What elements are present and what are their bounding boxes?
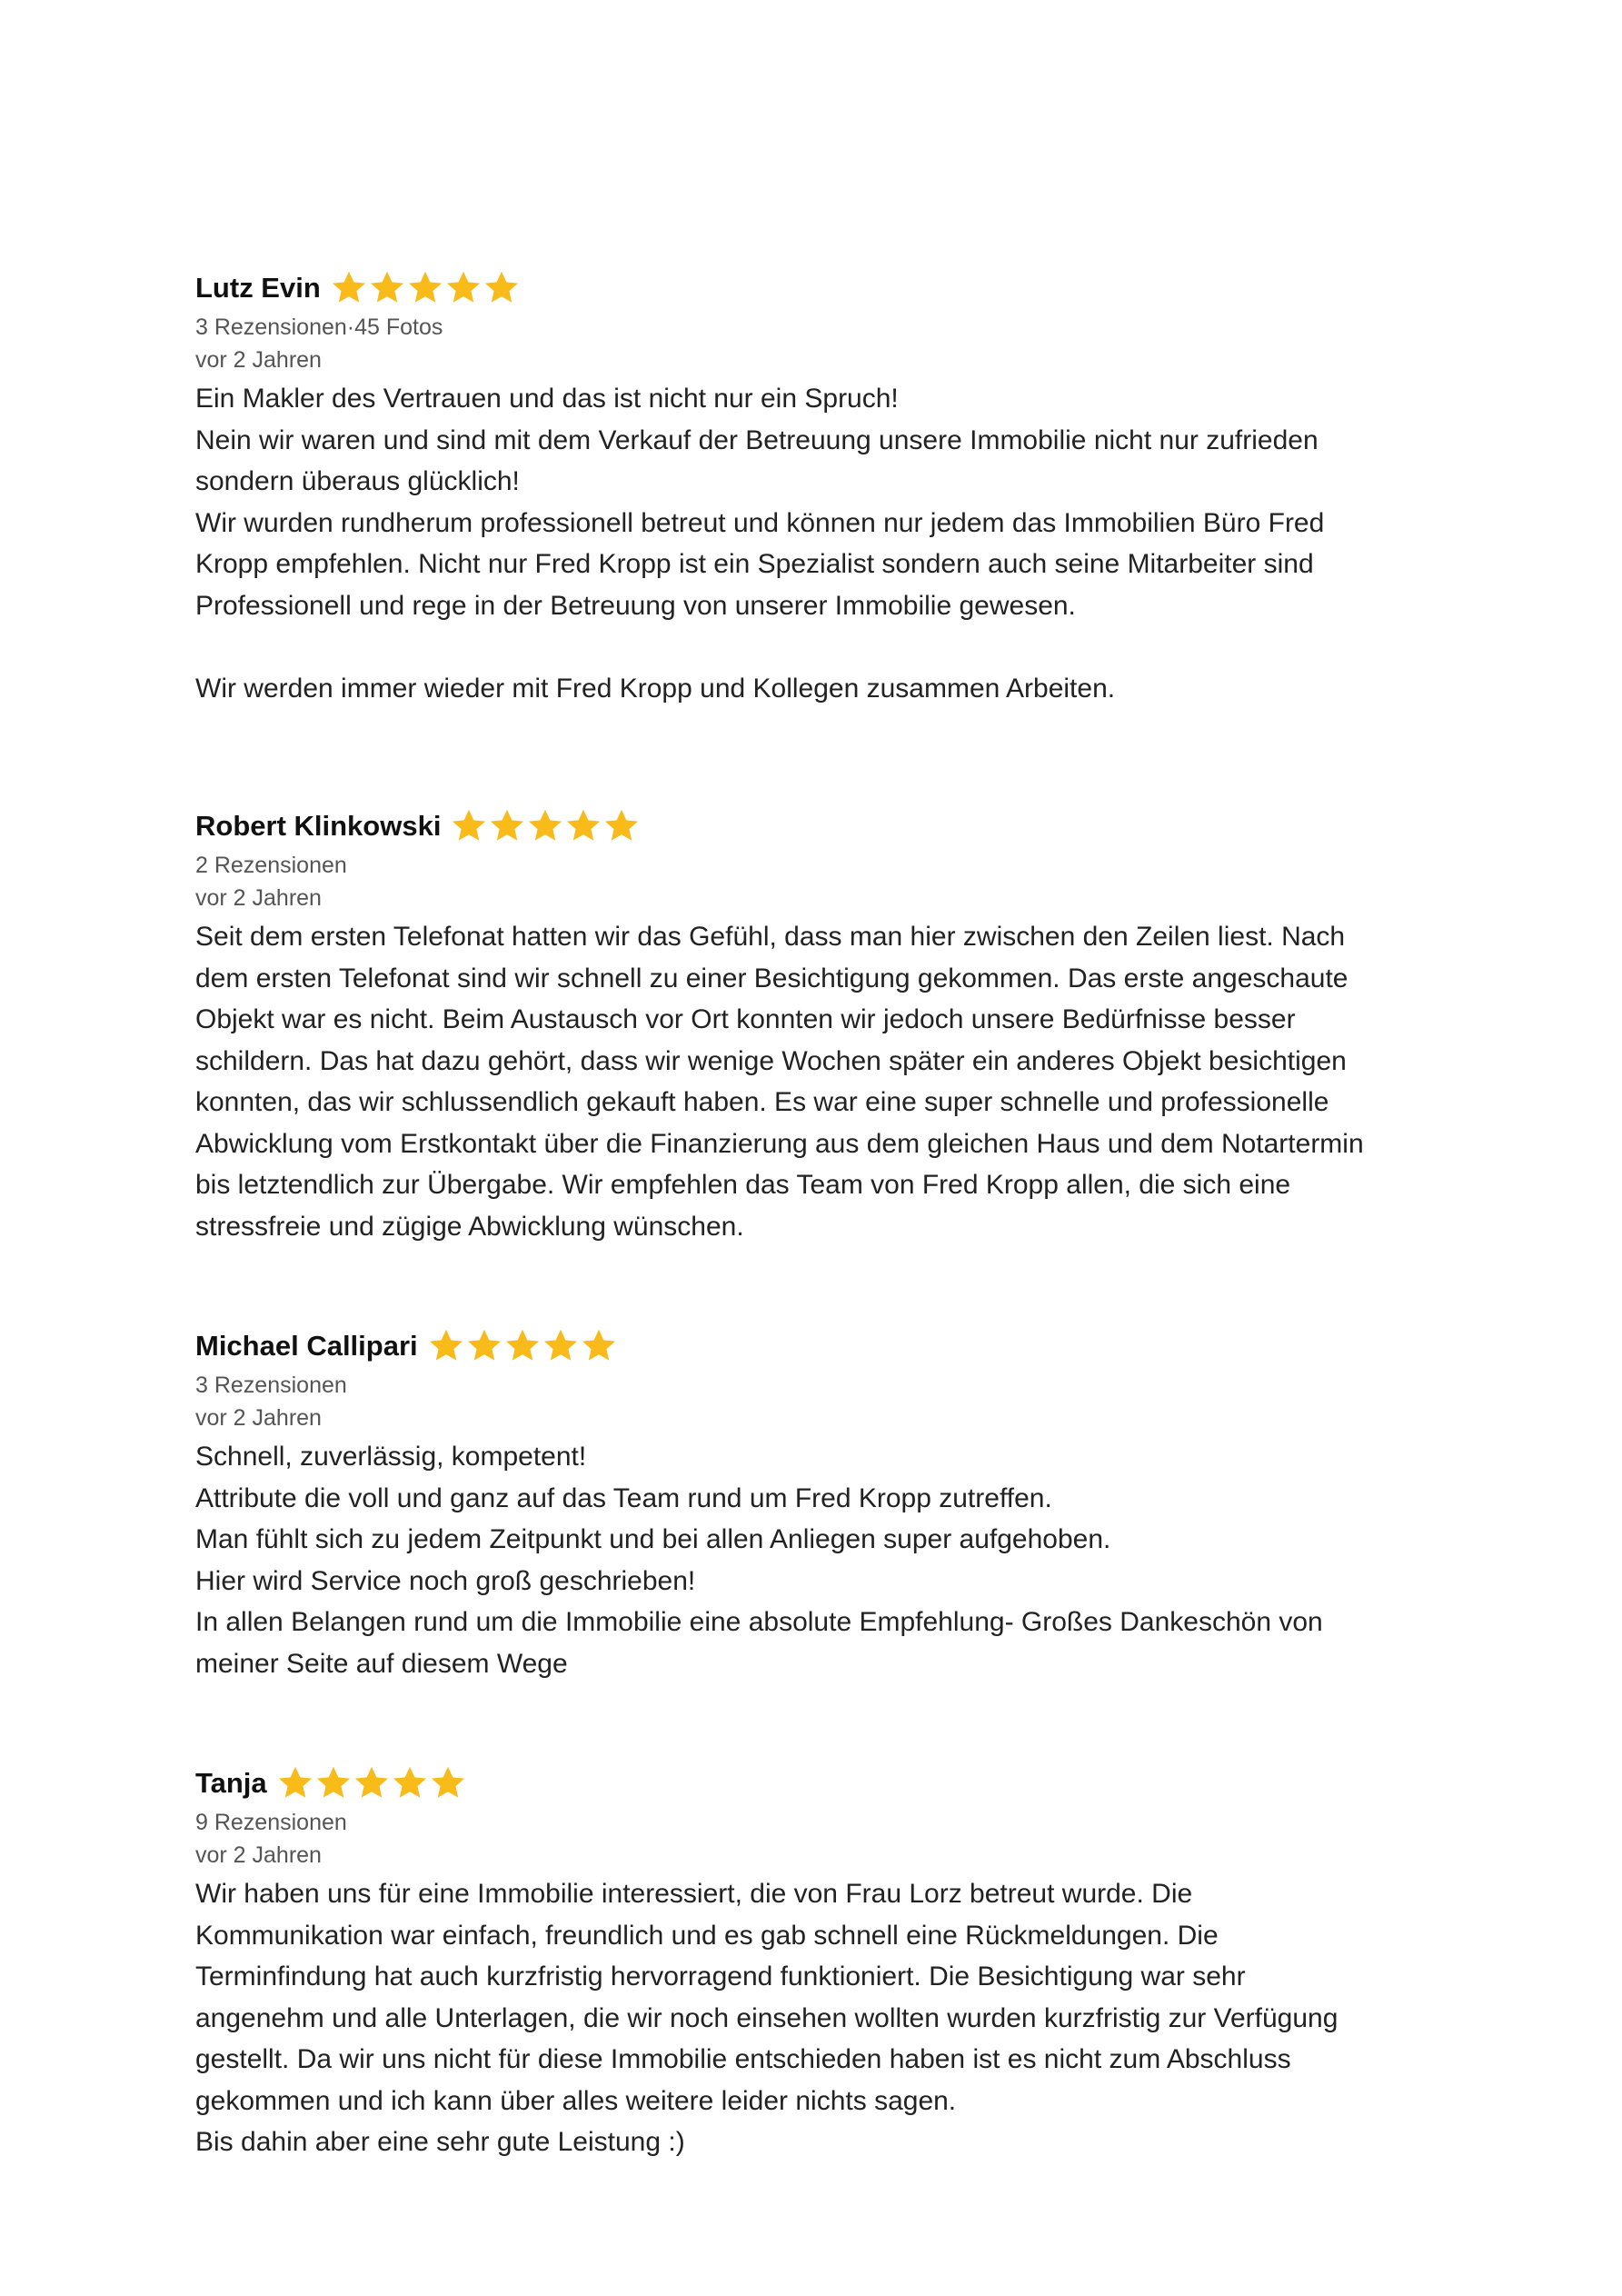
review-line: Hier wird Service noch groß geschrieben! <box>195 1565 696 1596</box>
review-author: Michael Callipari <box>195 1330 418 1362</box>
star-icon <box>526 807 564 845</box>
review-header <box>195 1761 1468 1806</box>
star-icon <box>483 269 521 307</box>
review-time: vor 2 Jahren <box>195 347 322 373</box>
star-rating <box>276 1764 467 1802</box>
star-icon <box>353 1764 391 1802</box>
review-line: angenehm und alle Unterlagen, die wir noch einsehen wollten wurden kurzfristig zur Verfügung <box>195 2002 1338 2033</box>
star-icon <box>444 269 483 307</box>
star-icon <box>503 1327 542 1365</box>
review-card <box>195 265 1468 709</box>
review-line: bis letztendlich zur Übergabe. Wir empfehlen das Team von Fred Kropp allen, die sich eine <box>195 1170 1291 1200</box>
review-line: gekommen und ich kann über alles weitere leider nichts sagen. <box>195 2085 957 2116</box>
star-icon <box>465 1327 503 1365</box>
review-text <box>195 916 1468 1247</box>
star-icon <box>580 1327 618 1365</box>
review-line: sondern überaus glücklich! <box>195 466 520 496</box>
star-icon <box>602 807 641 845</box>
review-line: In allen Belangen rund um die Immobilie eine absolute Empfehlung- Großes Dankeschön von <box>195 1607 1323 1637</box>
review-stats: 3 Rezensionen·45 Fotos <box>195 314 443 340</box>
review-time: vor 2 Jahren <box>195 1405 322 1431</box>
star-icon <box>488 807 526 845</box>
review-line: Wir haben uns für eine Immobilie interessiert, die von Frau Lorz betreut wurde. Die <box>195 1879 1193 1909</box>
star-icon <box>429 1764 467 1802</box>
review-stats: 9 Rezensionen <box>195 1810 347 1835</box>
review-time: vor 2 Jahren <box>195 1842 322 1868</box>
review-line: schildern. Das hat dazu gehört, dass wir wenige Wochen später ein anderes Objekt besichtigen <box>195 1045 1347 1076</box>
review-line: stressfreie und zügige Abwicklung wünschen. <box>195 1211 744 1242</box>
star-rating <box>450 807 641 845</box>
review-line: Professionell und rege in der Betreuung von unserer Immobilie gewesen. <box>195 590 1076 621</box>
star-icon <box>450 807 488 845</box>
star-icon <box>427 1327 465 1365</box>
review-line: konnten, das wir schlussendlich gekauft haben. Es war eine super schnelle und professionelle <box>195 1087 1329 1117</box>
review-line: Wir werden immer wieder mit Fred Kropp und Kollegen zusammen Arbeiten. <box>195 673 1116 704</box>
review-line: Man fühlt sich zu jedem Zeitpunkt und bei allen Anliegen super aufgehoben. <box>195 1524 1111 1554</box>
review-header <box>195 1323 1468 1369</box>
review-line: Wir wurden rundherum professionell betreut und können nur jedem das Immobilien Büro Fred <box>195 507 1325 538</box>
review-card <box>195 1761 1468 2163</box>
review-line <box>195 626 1468 668</box>
star-rating <box>330 269 521 307</box>
review-author: Robert Klinkowski <box>195 810 442 842</box>
star-icon <box>542 1327 580 1365</box>
review-line: Abwicklung vom Erstkontakt über die Finanzierung aus dem gleichen Haus und dem Notartermin <box>195 1128 1364 1159</box>
review-text <box>195 1873 1468 2163</box>
review-line: Bis dahin aber eine sehr gute Leistung :) <box>195 2127 685 2157</box>
review-time: vor 2 Jahren <box>195 885 322 911</box>
review-line: meiner Seite auf diesem Wege <box>195 1648 568 1679</box>
star-icon <box>391 1764 429 1802</box>
review-line: dem ersten Telefonat sind wir schnell zu einer Besichtigung gekommen. Das erste angeschaute <box>195 963 1348 993</box>
review-line: Terminfindung hat auch kurzfristig hervorragend funktioniert. Die Besichtigung war sehr <box>195 1962 1246 1992</box>
review-line: Kommunikation war einfach, freundlich und es gab schnell eine Rückmeldungen. Die <box>195 1920 1219 1951</box>
review-text <box>195 1436 1468 1684</box>
star-icon <box>564 807 602 845</box>
star-icon <box>330 269 368 307</box>
review-line: Nein wir waren und sind mit dem Verkauf der Betreuung unsere Immobilie nicht nur zufrieden <box>195 424 1318 455</box>
star-icon <box>314 1764 353 1802</box>
review-line: Objekt war es nicht. Beim Austausch vor Ort konnten wir jedoch unsere Bedürfnisse besser <box>195 1004 1296 1034</box>
review-stats: 2 Rezensionen <box>195 853 347 878</box>
review-text <box>195 378 1468 709</box>
star-icon <box>276 1764 314 1802</box>
review-line: Kropp empfehlen. Nicht nur Fred Kropp ist ein Spezialist sondern auch seine Mitarbeiter sind <box>195 549 1314 579</box>
review-line: Schnell, zuverlässig, kompetent! <box>195 1442 587 1472</box>
review-header <box>195 804 1468 849</box>
star-rating <box>427 1327 618 1365</box>
review-line: Ein Makler des Vertrauen und das ist nicht nur ein Spruch! <box>195 384 899 414</box>
review-card <box>195 804 1468 1247</box>
review-header <box>195 265 1468 311</box>
star-icon <box>368 269 406 307</box>
review-line: gestellt. Da wir uns nicht für diese Immobilie entschieden haben ist es nicht zum Abschluss <box>195 2044 1291 2074</box>
star-icon <box>406 269 444 307</box>
review-line: Attribute die voll und ganz auf das Team rund um Fred Kropp zutreffen. <box>195 1482 1052 1513</box>
review-stats: 3 Rezensionen <box>195 1373 347 1398</box>
review-author: Lutz Evin <box>195 272 321 304</box>
review-card <box>195 1323 1468 1684</box>
review-line: Seit dem ersten Telefonat hatten wir das Gefühl, dass man hier zwischen den Zeilen liest. Nach <box>195 922 1346 952</box>
review-author: Tanja <box>195 1767 267 1799</box>
